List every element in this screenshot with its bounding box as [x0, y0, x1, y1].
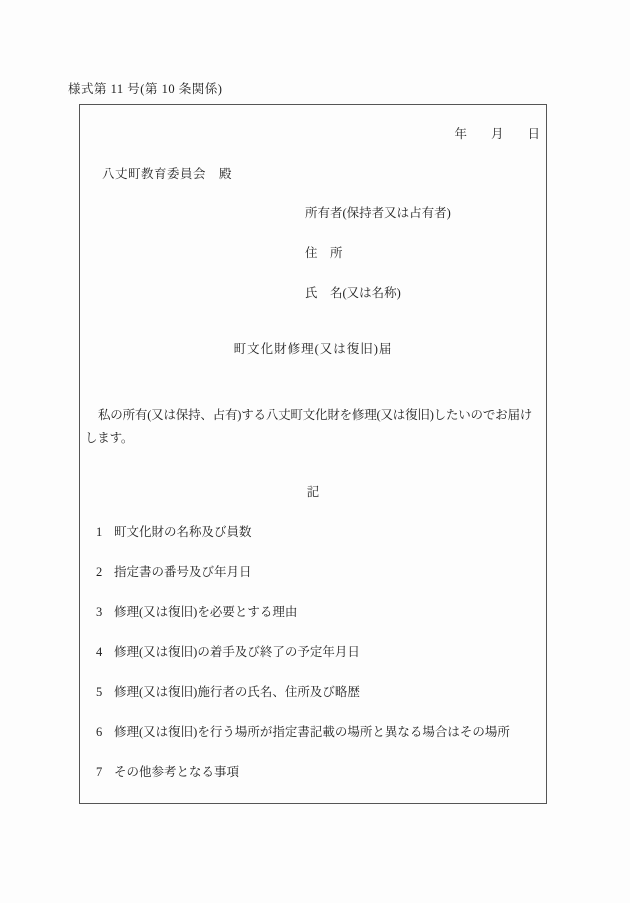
date-month-label: 月 — [490, 127, 504, 141]
form-number: 様式第 11 号(第 10 条関係) — [68, 82, 223, 96]
item-list — [96, 525, 542, 780]
list-item-text: 修理(又は復旧)の着手及び終了の予定年月日 — [114, 645, 360, 659]
list-item-number: 3 — [96, 605, 103, 619]
form-border-box — [79, 104, 547, 804]
body-paragraph: 私の所有(又は保持、占有)する八丈町文化財を修理(又は復旧)したいのでお届けします。 — [85, 408, 533, 445]
list-item-number: 5 — [96, 685, 103, 699]
owner-block — [305, 206, 451, 326]
list-item-number: 2 — [96, 565, 103, 579]
document-title: 町文化財修理(又は復旧)届 — [233, 342, 393, 356]
list-item — [96, 565, 542, 580]
date-day-label: 日 — [527, 127, 540, 141]
list-item-text: 修理(又は復旧)を必要とする理由 — [114, 605, 298, 619]
list-item-text: 修理(又は復旧)施行者の氏名、住所及び略歴 — [114, 685, 360, 699]
list-item — [96, 525, 542, 540]
list-item-number: 6 — [96, 725, 103, 739]
name-label: 氏 名(又は名称) — [305, 286, 401, 300]
list-item-text: 修理(又は復旧)を行う場所が指定書記載の場所と異なる場合はその場所 — [114, 725, 510, 739]
address-label: 住 所 — [305, 246, 343, 260]
owner-label: 所有者(保持者又は占有者) — [305, 206, 451, 220]
list-item-number: 4 — [96, 645, 103, 659]
list-item-text: 指定書の番号及び年月日 — [114, 565, 252, 579]
list-item — [96, 685, 542, 700]
list-item-number: 1 — [96, 525, 103, 539]
list-item-text: その他参考となる事項 — [114, 765, 240, 779]
list-heading-ki: 記 — [306, 485, 320, 499]
date-line — [454, 127, 540, 142]
list-item-number: 7 — [96, 765, 103, 779]
list-item — [96, 725, 542, 740]
list-item — [96, 605, 542, 620]
list-item — [96, 765, 542, 780]
date-year-label: 年 — [454, 127, 467, 141]
addressee-line: 八丈町教育委員会 殿 — [102, 167, 233, 181]
list-item — [96, 645, 542, 660]
list-item-text: 町文化財の名称及び員数 — [114, 525, 252, 539]
